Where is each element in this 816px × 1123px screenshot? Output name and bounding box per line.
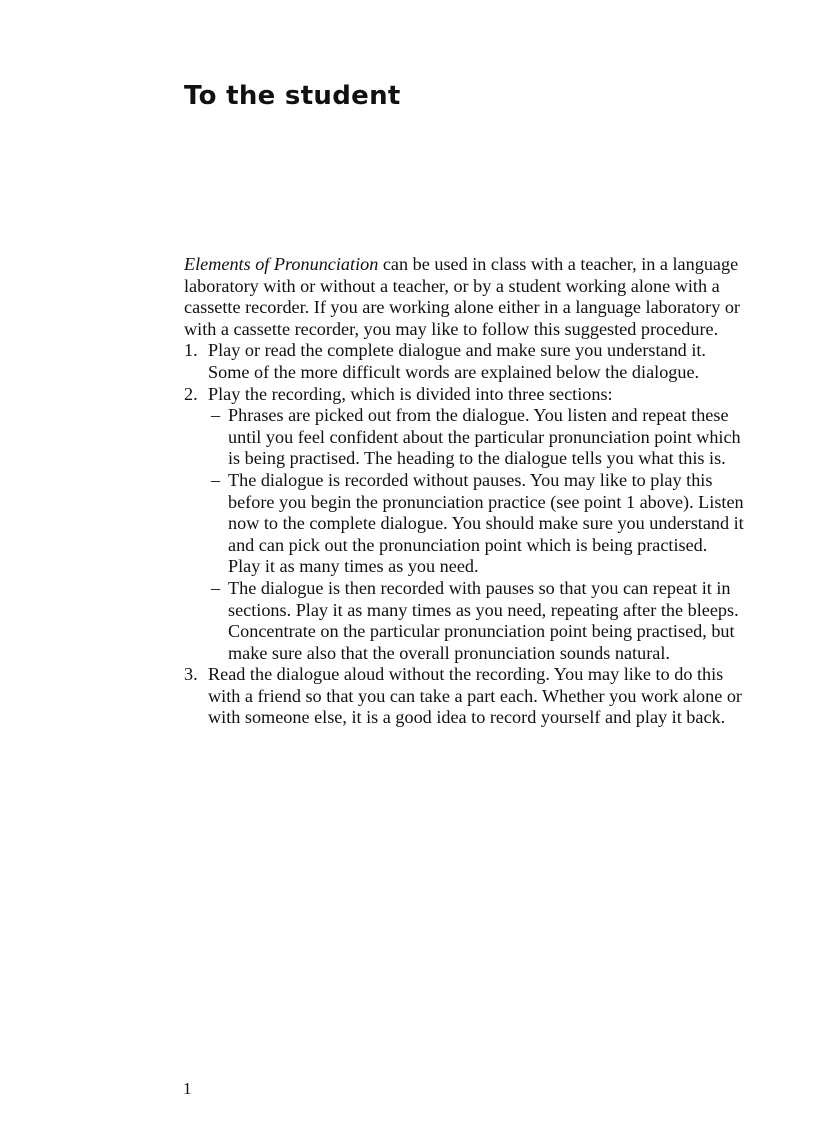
- page-title: To the student: [184, 81, 401, 111]
- dash-bullet: –: [211, 405, 221, 426]
- step-text: Play the recording, which is divided into three sections:: [208, 383, 613, 404]
- intro-paragraph: [184, 254, 744, 340]
- procedure-step-2: [184, 384, 744, 665]
- step-number: 3.: [184, 664, 198, 685]
- procedure-step-3: [184, 664, 744, 729]
- intro-text: can be used in class with a teacher, in a language laboratory with or without a teacher, or by a student working alone with a cassette recorder. If you are working alone either in a language laboratory or with a cassette recorder, you may like to follow this suggested procedure.: [184, 254, 740, 339]
- sub-item-text: The dialogue is then recorded with pauses so that you can repeat it in sections. Play it as many times as you need, repeating after the bleeps. Concentrate on the particular pronunciation point being practised, but make sure also that the overall pronunciation sounds natural.: [228, 577, 739, 663]
- step-number: 1.: [184, 340, 198, 361]
- step-text: Read the dialogue aloud without the recording. You may like to do this with a friend so that you can take a part each. Whether you work alone or with someone else, it is a good idea to record yourself and play it back.: [208, 664, 742, 728]
- dash-bullet: –: [211, 469, 221, 490]
- recording-sections-list: [208, 405, 744, 664]
- recording-section-2: [208, 470, 744, 578]
- sub-item-text: Phrases are picked out from the dialogue. You listen and repeat these until you feel confident about the particular pronunciation point which is being practised. The heading to the dialogue tells you what this is.: [228, 405, 741, 469]
- procedure-list: [184, 340, 744, 729]
- sub-item-text: The dialogue is recorded without pauses. You may like to play this before you begin the pronunciation practice (see point 1 above). Listen now to the complete dialogue. You should make sure you understand it and can pick out the pronunciation point which is being practised. Play it as many times as you need.: [228, 469, 744, 577]
- book-title: Elements of Pronunciation: [184, 254, 379, 274]
- procedure-step-1: [184, 340, 744, 383]
- step-text: Play or read the complete dialogue and make sure you understand it. Some of the more difficult words are explained below the dialogue.: [208, 340, 706, 382]
- step-number: 2.: [184, 383, 198, 404]
- page-number: 1: [183, 1079, 192, 1098]
- recording-section-1: [208, 405, 744, 470]
- dash-bullet: –: [211, 577, 221, 598]
- body-text: [184, 254, 744, 729]
- recording-section-3: [208, 578, 744, 664]
